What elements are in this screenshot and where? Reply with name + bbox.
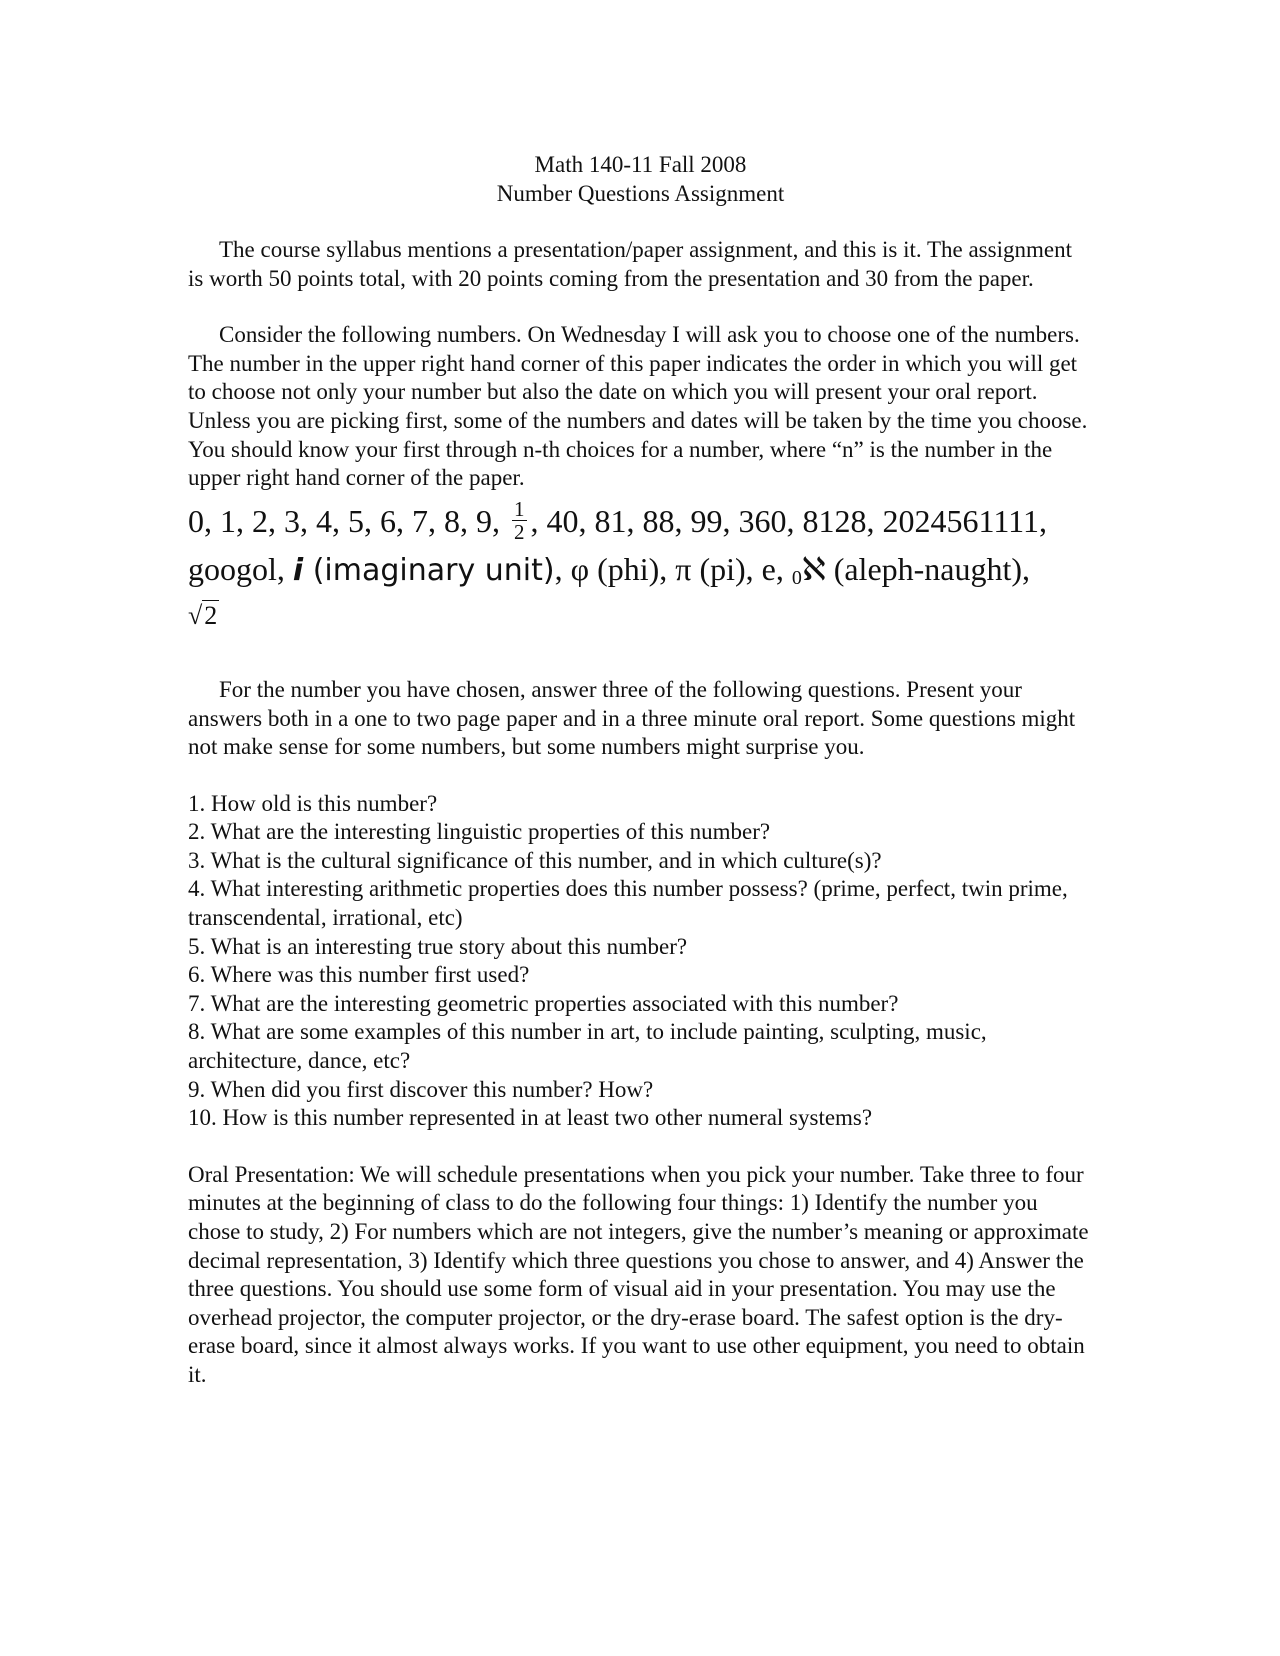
number-list-line-1 bbox=[188, 496, 1093, 547]
assignment-title: Number Questions Assignment bbox=[496, 181, 785, 206]
intro-paragraph: The course syllabus mentions a presentation/paper assignment, and this is it. The assignment is worth 50 points total, with 20 points coming from the presentation and 30 from the paper. bbox=[188, 237, 1072, 291]
document-page bbox=[188, 150, 1093, 1390]
list-item: 3. What is the cultural significance of this number, and in which culture(s)? bbox=[188, 847, 882, 873]
one-half-fraction bbox=[512, 498, 527, 543]
number-list-line-2 bbox=[188, 547, 1093, 600]
fraction-numerator: 1 bbox=[514, 496, 525, 521]
fraction-denominator: 2 bbox=[514, 519, 525, 544]
constants-list: , φ (phi), π (pi), e, bbox=[554, 550, 792, 587]
list-item: 1. How old is this number? bbox=[188, 790, 438, 816]
number-list bbox=[188, 496, 1093, 632]
square-root-two bbox=[188, 600, 1093, 632]
list-item: 7. What are the interesting geometric properties associated with this number? bbox=[188, 990, 899, 1016]
radicand: 2 bbox=[204, 600, 218, 630]
numbers-larger: , 40, 81, 88, 99, 360, 8128, 2024561111, bbox=[530, 502, 1047, 539]
consider-paragraph: Consider the following numbers. On Wednesday I will ask you to choose one of the numbers. The number in the upper right hand corner of this paper indicates the order in which you will get to choose not only your number but also the date on which you will present your oral report. Unless you are picking first, some of the numbers and dates will be taken by the time you choose. You should know your first through n-th choices for a number, where “n” is the number in the upper right hand corner of the paper. bbox=[188, 322, 1088, 491]
list-item: 6. Where was this number first used? bbox=[188, 962, 530, 988]
list-item: 4. What interesting arithmetic properties does this number possess? (prime, perfect, twin prime, transcendental, irrational, etc) bbox=[188, 876, 1068, 931]
course-line: Math 140-11 Fall 2008 bbox=[534, 152, 747, 177]
oral-presentation-paragraph: Oral Presentation: We will schedule presentations when you pick your number. Take three to four minutes at the beginning of class to do the following four things: 1) Identify the number you chose to study, 2) For numbers which are not integers, give the number’s meaning or approximate decimal representation, 3) Identify which three questions you chose to answer, and 4) Answer the three questions. You should use some form of visual aid in your presentation. You may use the overhead projector, the computer projector, or the dry-erase board. The safest option is the dry-erase board, since it almost always works. If you want to use other equipment, you need to obtain it. bbox=[188, 1161, 1089, 1387]
for-number-paragraph: For the number you have chosen, answer three of the following questions. Present your answers both in a one to two page paper and in a three minute oral report. Some questions might not make sense for some numbers, but some numbers might surprise you. bbox=[188, 676, 1076, 760]
question-list bbox=[188, 790, 1093, 1133]
list-item: 9. When did you first discover this number? How? bbox=[188, 1076, 654, 1102]
radical-sign: √ bbox=[188, 600, 203, 630]
list-item: 2. What are the interesting linguistic properties of this number? bbox=[188, 819, 771, 845]
list-item: 8. What are some examples of this number in art, to include painting, sculpting, music, architecture, dance, etc? bbox=[188, 1019, 987, 1074]
aleph-subscript: 0 bbox=[791, 566, 802, 589]
numbers-integers: 0, 1, 2, 3, 4, 5, 6, 7, 8, 9, bbox=[188, 502, 508, 539]
document-header bbox=[188, 150, 1093, 208]
imaginary-unit-symbol: i bbox=[292, 552, 304, 588]
imaginary-unit-label: (imaginary unit) bbox=[303, 552, 555, 588]
list-item: 10. How is this number represented in at least two other numeral systems? bbox=[188, 1105, 873, 1131]
list-item: 5. What is an interesting true story about this number? bbox=[188, 933, 688, 959]
aleph-naught-label: ℵ (aleph-naught), bbox=[801, 550, 1031, 587]
googol-label: googol, bbox=[188, 550, 293, 587]
imaginary-unit bbox=[293, 553, 555, 588]
